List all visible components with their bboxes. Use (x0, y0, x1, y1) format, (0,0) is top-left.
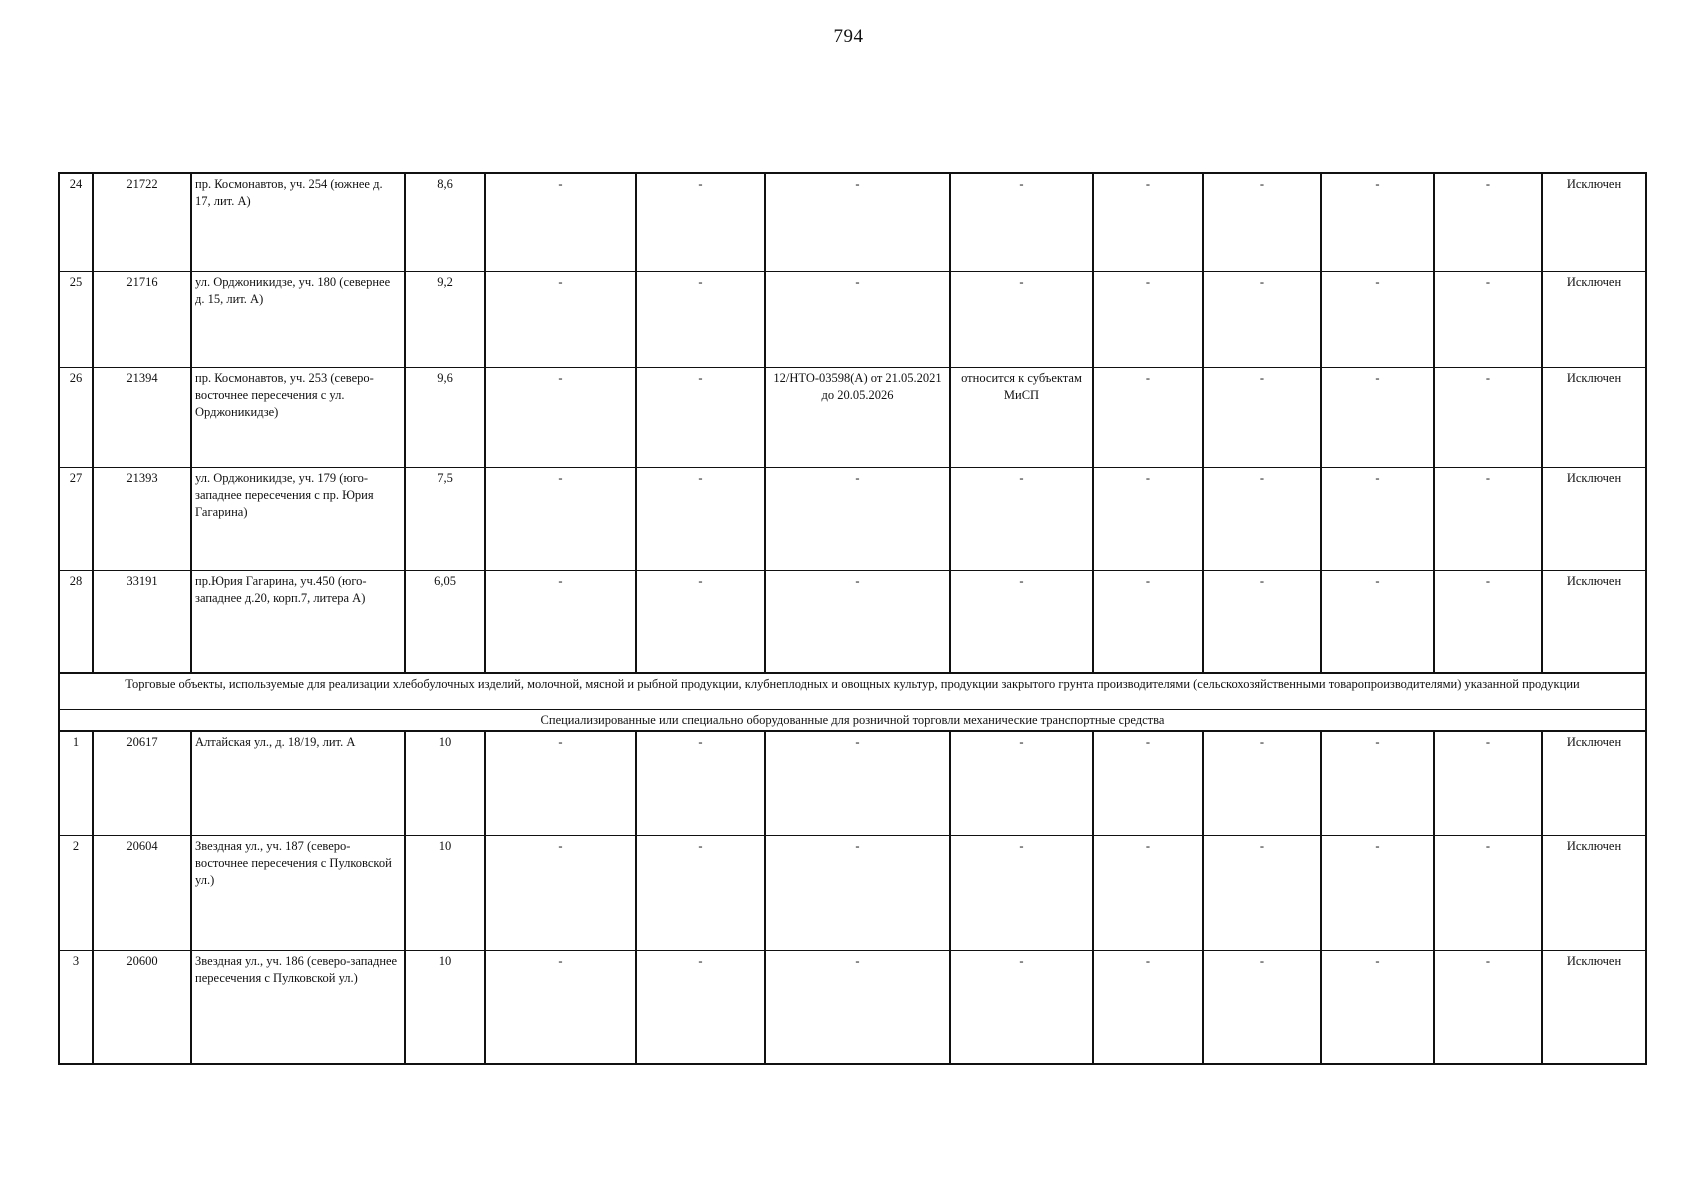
status: Исключен (1542, 570, 1646, 673)
col-5: - (485, 731, 636, 835)
col-9: - (1093, 950, 1203, 1064)
col-6: - (636, 570, 765, 673)
address: ул. Орджоникидзе, уч. 180 (севернее д. 15, лит. А) (191, 271, 405, 367)
col-12: - (1434, 950, 1542, 1064)
col-9: - (1093, 467, 1203, 570)
registry-table (58, 172, 1647, 1065)
permit: - (765, 467, 950, 570)
object-id: 21393 (93, 467, 191, 570)
col-9: - (1093, 173, 1203, 271)
col-5: - (485, 570, 636, 673)
table-row (59, 367, 1646, 467)
permit: - (765, 570, 950, 673)
col-10: - (1203, 835, 1321, 950)
col-11: - (1321, 173, 1434, 271)
col-9: - (1093, 570, 1203, 673)
area: 9,6 (405, 367, 485, 467)
col-9: - (1093, 367, 1203, 467)
business-status: - (950, 835, 1093, 950)
col-11: - (1321, 950, 1434, 1064)
col-10: - (1203, 950, 1321, 1064)
col-10: - (1203, 173, 1321, 271)
table-row (59, 173, 1646, 271)
permit: - (765, 731, 950, 835)
col-5: - (485, 367, 636, 467)
business-status: - (950, 271, 1093, 367)
status: Исключен (1542, 950, 1646, 1064)
col-5: - (485, 271, 636, 367)
address: Звездная ул., уч. 187 (северо-восточнее пересечения с Пулковской ул.) (191, 835, 405, 950)
col-12: - (1434, 835, 1542, 950)
status: Исключен (1542, 731, 1646, 835)
col-10: - (1203, 731, 1321, 835)
table-row (59, 950, 1646, 1064)
table-row (59, 731, 1646, 835)
object-id: 20600 (93, 950, 191, 1064)
area: 7,5 (405, 467, 485, 570)
col-10: - (1203, 467, 1321, 570)
object-id: 21716 (93, 271, 191, 367)
address: Звездная ул., уч. 186 (северо-западнее пересечения с Пулковской ул.) (191, 950, 405, 1064)
col-11: - (1321, 835, 1434, 950)
business-status: относится к субъектам МиСП (950, 367, 1093, 467)
col-11: - (1321, 467, 1434, 570)
col-6: - (636, 835, 765, 950)
col-11: - (1321, 731, 1434, 835)
col-9: - (1093, 271, 1203, 367)
col-9: - (1093, 835, 1203, 950)
col-6: - (636, 950, 765, 1064)
col-9: - (1093, 731, 1203, 835)
row-number: 2 (59, 835, 93, 950)
table-body-group2 (59, 731, 1646, 1064)
col-6: - (636, 467, 765, 570)
col-11: - (1321, 570, 1434, 673)
area: 6,05 (405, 570, 485, 673)
area: 9,2 (405, 271, 485, 367)
business-status: - (950, 950, 1093, 1064)
col-5: - (485, 173, 636, 271)
status: Исключен (1542, 173, 1646, 271)
row-number: 25 (59, 271, 93, 367)
table-row (59, 570, 1646, 673)
col-12: - (1434, 271, 1542, 367)
col-6: - (636, 731, 765, 835)
object-id: 20617 (93, 731, 191, 835)
address: Алтайская ул., д. 18/19, лит. А (191, 731, 405, 835)
business-status: - (950, 173, 1093, 271)
business-status: - (950, 467, 1093, 570)
col-6: - (636, 367, 765, 467)
table-row (59, 271, 1646, 367)
col-6: - (636, 173, 765, 271)
business-status: - (950, 570, 1093, 673)
business-status: - (950, 731, 1093, 835)
address: пр. Космонавтов, уч. 254 (южнее д. 17, лит. А) (191, 173, 405, 271)
page-number: 794 (833, 26, 864, 47)
table-row (59, 467, 1646, 570)
permit: 12/НТО-03598(А) от 21.05.2021 до 20.05.2026 (765, 367, 950, 467)
permit: - (765, 950, 950, 1064)
status: Исключен (1542, 467, 1646, 570)
col-12: - (1434, 467, 1542, 570)
col-12: - (1434, 570, 1542, 673)
col-10: - (1203, 570, 1321, 673)
address: пр.Юрия Гагарина, уч.450 (юго-западнее д.20, корп.7, литера А) (191, 570, 405, 673)
col-12: - (1434, 367, 1542, 467)
col-6: - (636, 271, 765, 367)
col-5: - (485, 950, 636, 1064)
permit: - (765, 173, 950, 271)
col-5: - (485, 835, 636, 950)
section-title: Торговые объекты, используемые для реализации хлебобулочных изделий, молочной, мясной и рыбной продукции, клубнеплодных и овощных культур, продукции закрытого грунта производителями (сельскохозяйственными товаропроизводителями) указанной продукции (59, 673, 1646, 709)
col-5: - (485, 467, 636, 570)
object-id: 21394 (93, 367, 191, 467)
status: Исключен (1542, 835, 1646, 950)
permit: - (765, 271, 950, 367)
subsection-title: Специализированные или специально оборудованные для розничной торговли механические транспортные средства (59, 709, 1646, 731)
area: 10 (405, 731, 485, 835)
address: ул. Орджоникидзе, уч. 179 (юго-западнее пересечения с пр. Юрия Гагарина) (191, 467, 405, 570)
row-number: 3 (59, 950, 93, 1064)
col-10: - (1203, 271, 1321, 367)
table-row (59, 835, 1646, 950)
status: Исключен (1542, 367, 1646, 467)
row-number: 26 (59, 367, 93, 467)
row-number: 28 (59, 570, 93, 673)
object-id: 20604 (93, 835, 191, 950)
row-number: 27 (59, 467, 93, 570)
area: 8,6 (405, 173, 485, 271)
address: пр. Космонавтов, уч. 253 (северо-восточнее пересечения с ул. Орджоникидзе) (191, 367, 405, 467)
object-id: 21722 (93, 173, 191, 271)
row-number: 24 (59, 173, 93, 271)
permit: - (765, 835, 950, 950)
area: 10 (405, 950, 485, 1064)
area: 10 (405, 835, 485, 950)
col-12: - (1434, 731, 1542, 835)
object-id: 33191 (93, 570, 191, 673)
col-11: - (1321, 367, 1434, 467)
col-11: - (1321, 271, 1434, 367)
col-12: - (1434, 173, 1542, 271)
status: Исключен (1542, 271, 1646, 367)
row-number: 1 (59, 731, 93, 835)
table-body-group1 (59, 173, 1646, 673)
col-10: - (1203, 367, 1321, 467)
